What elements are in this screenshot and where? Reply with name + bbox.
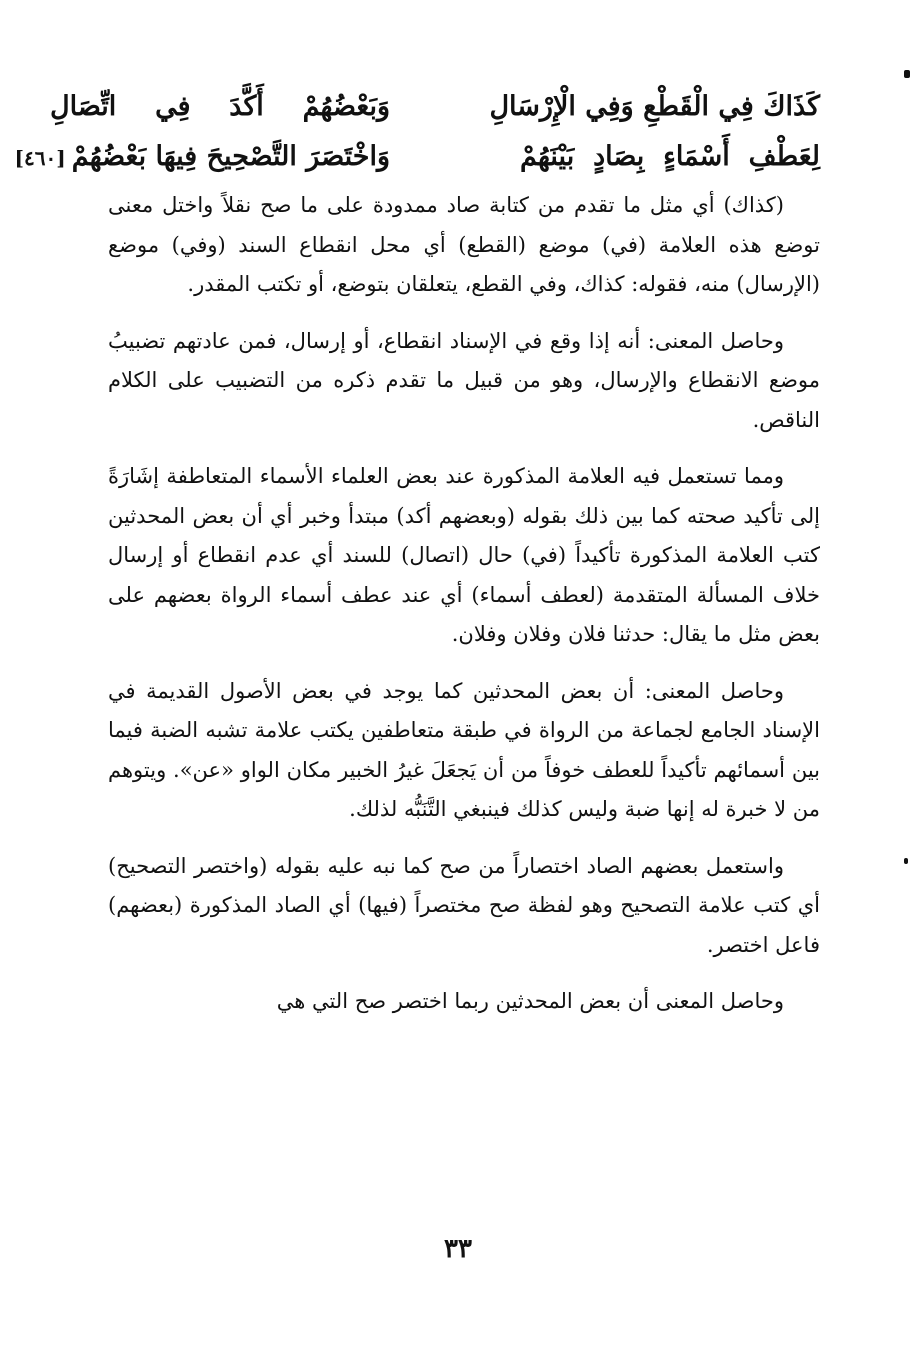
paragraph-1: (كذاك) أي مثل ما تقدم من كتابة صاد ممدودة على ما صح نقلاً واختل معنى توضع هذه العلامة (في) موضع (القطع) أي محل انقطاع السند (وفي) موضع (الإرسال) منه، فقوله: كذاك، وفي القطع، يتعلقان بتوضع، أو تكتب المقدر. (108, 193, 820, 296)
verse-1-first-hemistich: كَذَاكَ فِي الْقَطْعِ وَفِي الْإِرْسَالِ (489, 91, 820, 122)
paragraph-4: وحاصل المعنى: أن بعض المحدثين كما يوجد في بعض الأصول القديمة في الإسناد الجامع لجماعة من الرواة في طبقة متعاطفين يكتب علامة تشبه الضبة فيما بين أسمائهم تأكيداً للعطف خوفاً من أن يَجعَلَ غيرُ الخبير مكان الواو «عن». ويتوهم من لا خبرة له إنها ضبة وليس كذلك فينبغي التَّنَبُّه لذلك. (108, 678, 820, 821)
paragraph-2: وحاصل المعنى: أنه إذا وقع في الإسناد انقطاع، أو إرسال، فمن عادتهم تضبيبُ موضع الانقطاع والإرسال، وهو من قبيل ما تقدم ذكره من التضبيب على الكلام الناقص. (108, 328, 820, 432)
commentary-body (108, 186, 820, 1039)
page-number: ٣٣ (444, 1234, 472, 1264)
paragraph-6: وحاصل المعنى أن بعض المحدثين ربما اختصر صح التي هي (276, 989, 784, 1013)
paragraph-5: واستعمل بعضهم الصاد اختصاراً من صح كما نبه عليه بقوله (واختصر التصحيح) أي كتب علامة التصحيح وهو لفظة صح مختصراً (فيها) أي الصاد المذكورة (بعضهم) فاعل اختصر. (108, 853, 820, 957)
verse-2-second-hemistich (14, 132, 390, 183)
margin-dot-middle (904, 858, 908, 864)
verse-1-second-hemistich: وَبَعْضُهُمْ أَكَّدَ فِي اتِّصَالِ (50, 91, 390, 122)
verse-2-second-text: وَاخْتَصَرَ التَّصْحِيحَ فِيهَا بَعْضُهُمْ (71, 141, 390, 172)
verse-line-2 (14, 132, 820, 182)
verse-number: [٤٦٠] (14, 146, 66, 170)
verse-line-1 (50, 82, 820, 132)
paragraph-3: ومما تستعمل فيه العلامة المذكورة عند بعض العلماء الأسماء المتعاطفة إشَارَةً إلى تأكيد صحته كما بين ذلك بقوله (وبعضهم أكد) مبتدأ وخبر أي أن بعض المحدثين كتب العلامة المذكورة تأكيداً (في) حال (اتصال) للسند أي عدم انقطاع أو إرسال خلاف المسألة المتقدمة (لعطف أسماء) أي عند عطف أسماء الرواة بعضهم على بعض مثل ما يقال: حدثنا فلان وفلان وفلان. (108, 464, 820, 646)
margin-dot-top (904, 70, 910, 78)
verse-2-first-hemistich: لِعَطْفِ أَسْمَاءٍ بِصَادٍ بَيْنَهُمْ (520, 141, 820, 172)
verse-block (14, 82, 820, 182)
